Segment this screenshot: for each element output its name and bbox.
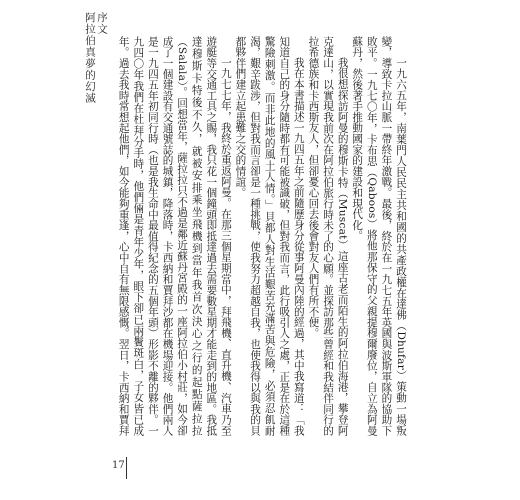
running-head-section: 序文 <box>96 12 108 35</box>
paragraph: 我很想探訪阿曼的穆斯卡特（Muscat）這座古老而陌生的阿拉伯海港，攀登阿克達山，以實現我前次在阿拉伯旅行時未了的心願。並探訪那些曾經和我結伴同行的拉希德族和卡西斯友人，但卻憂心回去後會對友人們有所不便。 <box>307 36 349 436</box>
paragraph: 一九六五年，南葉門人民民主共和國的共產政權在達佛（Dhufar）策動一場叛變，導致卡拉山脈一帶終年激戰。最後，終於在一九七五年英國與波斯軍隊的協助下敗平。一九七〇年，卡布思（Qaboos）將他那保守的父親提穆爾廢位，自立為阿曼蘇丹，然後著手推動國家的建設和現代化。 <box>351 36 407 436</box>
running-head <box>84 12 108 104</box>
paragraph: 我在本書描述一九四五年之前隨歷身分從事阿曼內陸的經過，其中我寫道：「我知道自己的身分隨時都有可能被識破，但對我而言，此行吸引人之處，正是在於這種驚險刺激。而非此地的風土人情。」貝都人對生活艱苦充滿苦與危險，必須忍飢耐渴，艱辛跋涉，但對我而言卻是一種挑戰，使我努力超越自我，也使我得以與我的貝都夥伴們建立起患難之交的情誼。 <box>234 36 305 436</box>
body-text <box>118 36 408 436</box>
page-number-rule <box>126 457 127 479</box>
running-head-title: 阿拉伯真夢的幻滅 <box>84 12 96 104</box>
paragraph: 一九七七年，我終於重返阿曼。在那三個星期當中，拜飛機、直升機、汽車乃至遊艇等交通工具之賜，我只花一個鐘頭即抵達過去需要數星期才能走到的地區。我抵達穆斯卡特後不久，就被安排乘坐飛機到當年我首次決心之行的起點薩拉拉（Salala）。回想當年，薩拉拉只不過是鄰近蘇丹宮殿的一座阿拉伯小村莊，如今卻成了一個建設有交通號誌的城鎮，降落時，卡西納和賈拜沙都在機場迎接。他們兩人是一九四五年初同行時（也是我生命中最值得紀念的五個年頭）形影不離的夥伴。一九四〇年我們在杜拜分手時，他們倆是青年少年，眼下卻已兩鬢斑白，子女皆已成年。過去我時常想起他們，如今能夠重逢，心中自有無限感慨。翌日，卡西納和賈拜 <box>118 36 232 436</box>
page-number: 17 <box>112 460 125 471</box>
